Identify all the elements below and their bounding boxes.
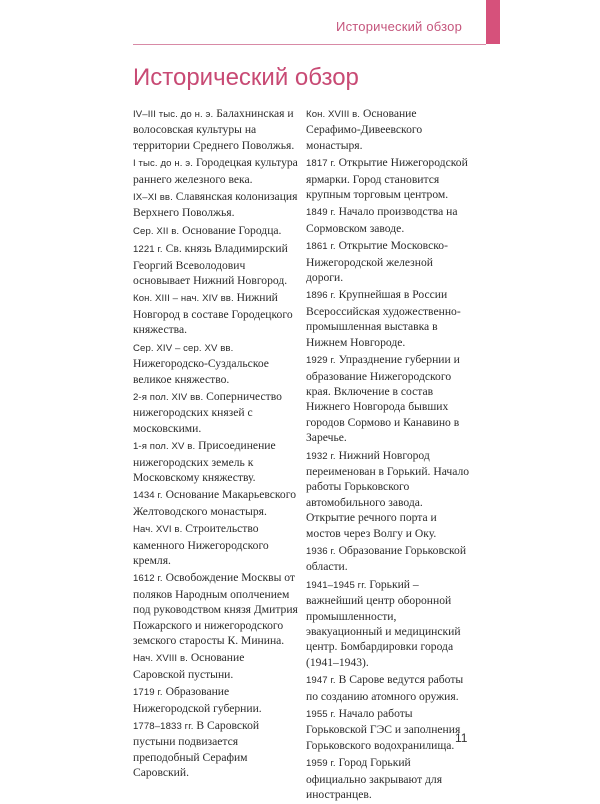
entry-text: Крупнейшая в России Всероссийская художественно-промышленная выставка в Нижнем Новгороде. <box>306 288 461 349</box>
entry-date: 1-я пол. XV в. <box>133 441 196 453</box>
timeline-entry <box>133 290 299 337</box>
timeline-entry <box>133 106 299 153</box>
entry-date: 1947 г. <box>306 675 336 687</box>
entry-text: Основание Городца. <box>182 223 282 237</box>
entry-text: Св. князь Владимирский Георгий Всеволодович основывает Нижний Новгород. <box>133 242 288 288</box>
entry-date: Кон. XVIII в. <box>306 109 361 120</box>
entry-date: Сер. XII в. <box>133 225 180 237</box>
entry-text: Образование Горьковской области. <box>306 543 467 574</box>
timeline-entry <box>306 287 472 350</box>
page-title: Исторический обзор <box>133 64 359 91</box>
entry-date: 1936 г. <box>306 545 336 557</box>
timeline-entry <box>133 189 299 221</box>
timeline-entry <box>133 438 299 485</box>
timeline-entry <box>133 718 299 781</box>
entry-text: Город Горький официально закрывают для иностранцев. <box>306 756 443 802</box>
entry-date: Нач. XVIII в. <box>133 653 188 665</box>
entry-text: Нижегородско-Суздальское великое княжество. <box>133 357 269 386</box>
timeline-entry <box>306 577 472 670</box>
left-timeline-column <box>133 106 299 783</box>
entry-text: Открытие Московско-Нижегородской железной дороги. <box>306 239 448 285</box>
timeline-entry <box>306 352 472 445</box>
entry-date: 1719 г. <box>133 687 163 699</box>
timeline-entry <box>133 389 299 436</box>
timeline-entry <box>306 448 472 541</box>
entry-date: IX–XI вв. <box>133 192 173 204</box>
entry-text: Славянская колонизация Верхнего Поволжья. <box>133 190 298 220</box>
entry-text: Образование Нижегородской губернии. <box>133 685 262 715</box>
entry-date: 1861 г. <box>306 241 336 253</box>
timeline-entry <box>133 684 299 716</box>
right-timeline-column <box>306 106 472 804</box>
page-number: 11 <box>455 731 468 745</box>
entry-text: Нижний Новгород в составе Городецкого княжества. <box>133 291 293 337</box>
timeline-entry <box>133 650 299 682</box>
entry-text: Открытие Нижегородской ярмарки. Город становится крупным торговым центром. <box>306 156 468 202</box>
running-header-title: Исторический обзор <box>336 19 462 34</box>
entry-text: Начало работы Горьковской ГЭС и заполнения Горьковского водохранилища. <box>306 707 461 752</box>
entry-date: 1778–1833 гг. <box>133 721 194 733</box>
entry-text: Основание Саровской пустыни. <box>133 651 245 681</box>
entry-date: IV–III тыс. до н. э. <box>133 109 214 120</box>
timeline-entry <box>133 340 299 387</box>
entry-text: Упразднение губернии и образование Нижегородского края. Включение в состав Нижнего Новгорода бывших городов Сормово и Канавино в Заречье. <box>306 353 460 445</box>
timeline-entry <box>306 706 472 753</box>
entry-date: Нач. XVI в. <box>133 524 183 536</box>
header-divider <box>133 44 486 45</box>
entry-date: 1941–1945 гг. <box>306 579 367 591</box>
entry-date: 1929 г. <box>306 355 336 367</box>
entry-text: Присоединение нижегородских земель к Московскому княжеству. <box>133 439 276 484</box>
timeline-entry <box>306 672 472 704</box>
entry-text: Балахнинская и волосовская культуры на территории Среднего Поволжья. <box>133 107 295 152</box>
entry-date: 1955 г. <box>306 709 336 721</box>
entry-date: I тыс. до н. э. <box>133 158 194 170</box>
timeline-entry <box>133 223 299 239</box>
entry-text: Освобождение Москвы от поляков Народным ополчением под руководством князя Дмитрия Пожарского и нижегородского земского старосты К. Минина. <box>133 571 298 647</box>
entry-date: 1896 г. <box>306 290 336 302</box>
timeline-entry <box>306 155 472 202</box>
timeline-entry <box>306 106 472 153</box>
entry-date: 2-я пол. XIV вв. <box>133 391 204 403</box>
entry-date: 1434 г. <box>133 490 163 502</box>
timeline-entry <box>306 204 472 236</box>
entry-date: 1221 г. <box>133 244 163 256</box>
timeline-entry <box>306 238 472 285</box>
header-accent-bar <box>486 0 500 44</box>
entry-text: Соперничество нижегородских князей с московскими. <box>133 389 282 435</box>
entry-date: 1932 г. <box>306 450 336 462</box>
timeline-entry <box>133 155 299 187</box>
entry-text: Строительство каменного Нижегородского кремля. <box>133 522 269 567</box>
entry-date: 1849 г. <box>306 207 336 219</box>
entry-date: 1612 г. <box>133 573 163 585</box>
entry-text: В Саровской пустыни подвизается преподобный Серафим Саровский. <box>133 719 260 780</box>
timeline-entry <box>133 241 299 288</box>
timeline-entry <box>133 487 299 519</box>
entry-date: Кон. XIII – нач. XIV вв. <box>133 293 234 305</box>
entry-text: Начало производства на Сормовском заводе. <box>306 205 458 235</box>
entry-text: Основание Макарьевского Желтоводского монастыря. <box>133 488 296 518</box>
entry-date: 1817 г. <box>306 158 336 170</box>
entry-text: Горький – важнейший центр оборонной промышленности, эвакуационный и медицинский центр. Бомбардировки города (1941–1943). <box>306 577 461 669</box>
timeline-entry <box>133 521 299 568</box>
entry-text: В Сарове ведутся работы по созданию атомного оружия. <box>306 673 464 703</box>
entry-text: Основание Серафимо-Дивеевского монастыря. <box>306 107 423 152</box>
entry-date: Сер. XIV – сер. XV вв. <box>133 342 234 354</box>
timeline-entry <box>306 543 472 575</box>
entry-text: Нижний Новгород переименован в Горький. Начало работы Горьковского автомобильного завода. Открытие речного порта и мостов через Волгу и Оку. <box>306 448 470 540</box>
timeline-entry <box>133 570 299 648</box>
timeline-entry <box>306 755 472 802</box>
entry-text: Городецкая культура раннего железного века. <box>133 156 298 186</box>
entry-date: 1959 г. <box>306 758 336 770</box>
